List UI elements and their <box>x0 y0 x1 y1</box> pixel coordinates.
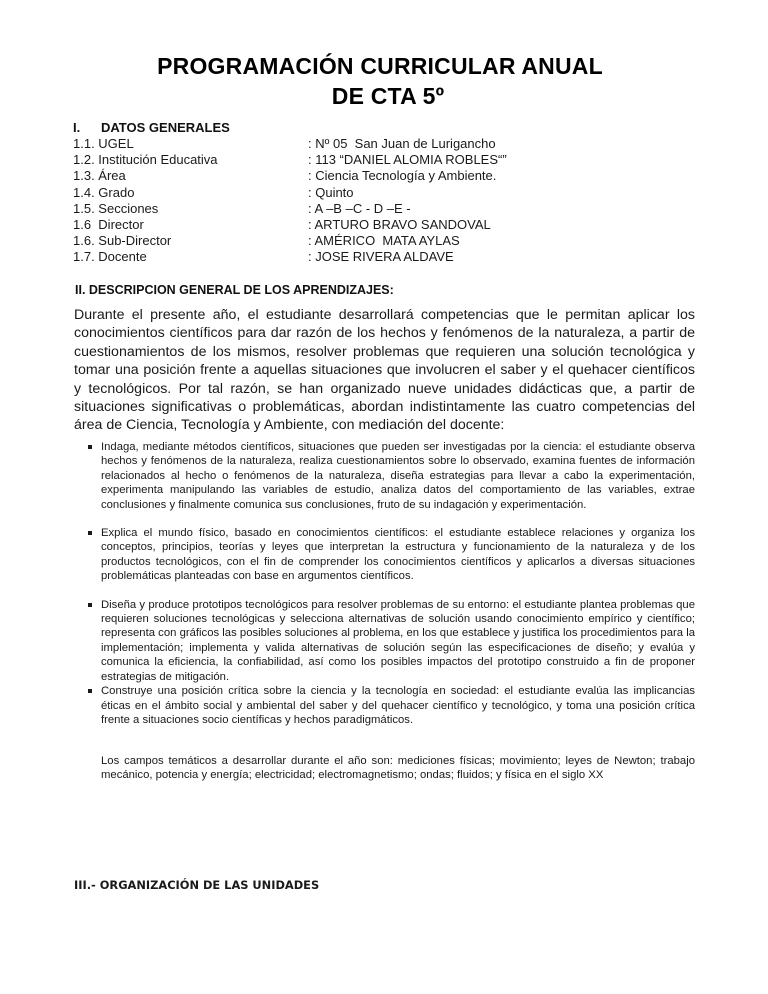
section-3-heading: III.- ORGANIZACIÓN DE LAS UNIDADES <box>74 878 320 892</box>
data-label: 1.1. UGEL <box>73 136 134 151</box>
general-data-row-ugel <box>73 136 507 152</box>
competency-text: Indaga, mediante métodos científicos, situaciones que pueden ser investigadas por la ciencia: el estudiante observa hechos y fenómenos de la naturaleza, realiza cuestionamientos sobre lo observado, examina fuentes de información relacionados al hecho o fenómenos de la naturaleza, diseña estrategias para llevar a cabo la experimentación, experimenta manipulando las variables de estudio, analiza datos del comportamiento de las variables, extrae conclusiones y finalmente comunica sus conclusiones, fruto de su indagación y experimentación. <box>101 441 695 511</box>
competency-item-explica <box>86 526 695 584</box>
square-bullet-icon <box>88 689 92 693</box>
data-value: : A –B –C - D –E - <box>308 200 411 216</box>
data-label: 1.6 Director <box>73 217 144 233</box>
document-title-line-1: PROGRAMACIÓN CURRICULAR ANUAL <box>157 53 603 79</box>
general-data-row-secciones <box>73 201 507 217</box>
section-1-title: DATOS GENERALES <box>101 120 230 135</box>
thematic-fields-paragraph: Los campos temáticos a desarrollar durante el año son: mediciones físicas; movimiento; leyes de Newton; trabajo mecánico, potencia y energía; electricidad; electromagnetismo; ondas; fluidos; y física en el siglo XX <box>101 755 695 782</box>
data-label: 1.4. Grado <box>73 184 135 200</box>
competency-item-construye <box>86 684 695 727</box>
square-bullet-icon <box>88 531 92 535</box>
general-data-row-subdirector <box>73 233 507 249</box>
general-data-row-director <box>73 217 507 233</box>
section-2-intro-paragraph: Durante el presente año, el estudiante desarrollará competencias que le permitan aplicar los conocimientos científicos para dar razón de los hechos y fenómenos de la naturaleza, a partir de cuestionamientos de los mismos, resolver problemas que requieren una solución tecnológica y tomar una posición frente a aquellas situaciones que involucren el saber y el quehacer científicos y tecnológicos. Por tal razón, se han organizado nueve unidades didácticas que, a partir de situaciones significativas o problemáticas, abordan indistintamente las cuatro competencias del área de Ciencia, Tecnología y Ambiente, con mediación del docente: <box>74 307 695 434</box>
general-data-row-docente <box>73 249 507 265</box>
competency-item-disena <box>86 598 695 684</box>
competencies-list <box>86 440 695 727</box>
data-value: : AMÉRICO MATA AYLAS <box>308 233 460 249</box>
data-value: : Ciencia Tecnología y Ambiente. <box>308 168 497 184</box>
square-bullet-icon <box>88 445 92 449</box>
section-2-heading: II. DESCRIPCION GENERAL DE LOS APRENDIZAJES: <box>75 283 394 297</box>
data-value: : Quinto <box>308 184 354 200</box>
data-label: 1.7. Docente <box>73 249 147 265</box>
competency-item-indaga <box>86 440 695 512</box>
general-data-list <box>73 136 507 266</box>
data-label: 1.6. Sub-Director <box>73 233 172 249</box>
section-1-number: I. <box>73 120 81 135</box>
competency-text: Diseña y produce prototipos tecnológicos para resolver problemas de su entorno: el estudiante plantea problemas que requieren soluciones tecnológicas y selecciona alternativas de solución usando conocimiento empírico y científico; representa con gráficos las posibles soluciones al problema, en los que establece y justifica los procedimientos para la implementación; implementa y valida alternativas de solución según las especificaciones de diseño; y evalúa y comunica la eficiencia, la confiabilidad, así como los posibles impactos del prototipo construido a fin de proponer estrategias de mitigación. <box>101 598 695 683</box>
general-data-row-area <box>73 168 507 184</box>
square-bullet-icon <box>88 603 92 607</box>
competency-text: Construye una posición crítica sobre la ciencia y la tecnología en sociedad: el estudiante evalúa las implicancias éticas en el ámbito social y ambiental del saber y del quehacer científico y tecnológico, y toma una posición crítica frente a situaciones socio científicas y hechos paradigmáticos. <box>101 685 695 726</box>
document-title-line-2: DE CTA 5º <box>331 83 445 109</box>
data-value: : Nº 05 San Juan de Lurigancho <box>308 136 496 151</box>
data-value: : 113 “DANIEL ALOMIA ROBLES“” <box>308 152 507 168</box>
data-value: : JOSE RIVERA ALDAVE <box>308 249 454 265</box>
general-data-row-institucion <box>73 152 507 168</box>
section-1-heading <box>73 119 230 136</box>
data-value: : ARTURO BRAVO SANDOVAL <box>308 217 491 233</box>
data-label: 1.5. Secciones <box>73 200 159 216</box>
general-data-row-grado <box>73 185 507 201</box>
data-label: 1.3. Área <box>73 168 126 184</box>
competency-text: Explica el mundo físico, basado en conocimientos científicos: el estudiante establece relaciones y organiza los conceptos, principios, teorías y leyes que interpretan la estructura y funcionamiento de la naturaleza y de los productos tecnológicos, con el fin de comprender los conocimientos científicos y aplicarlos a diversas situaciones problemáticas planteadas con base en argumentos científicos. <box>101 527 695 583</box>
data-label: 1.2. Institución Educativa <box>73 152 218 168</box>
